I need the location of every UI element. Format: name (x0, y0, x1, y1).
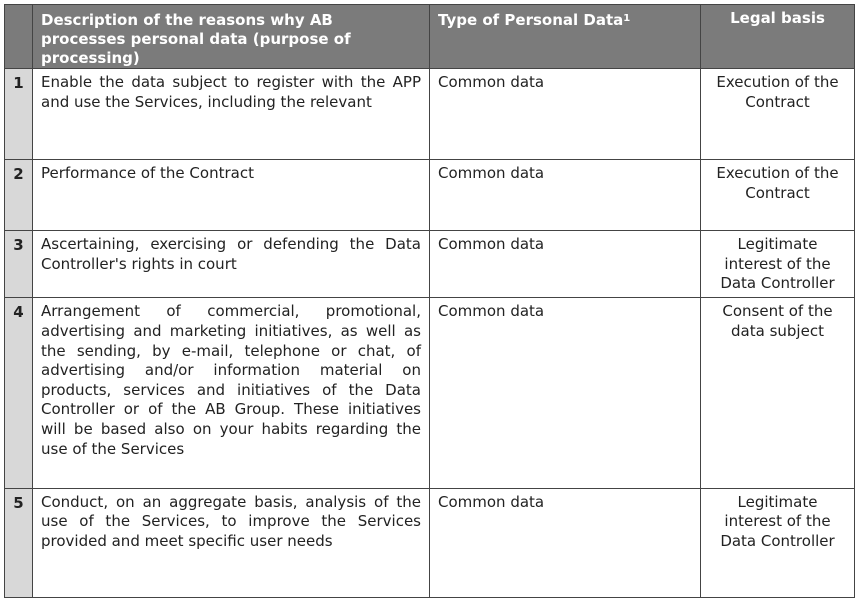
row-number: 1 (5, 69, 33, 160)
row-description: Arrangement of commercial, promotional, advertising and marketing initiatives, as well as the sending, by e-mail, telephone or chat, of advertising and/or information material on products, services and initiatives of the Data Controller or of the AB Group. These initiatives will be based also on your habits regarding the use of the Services (33, 298, 430, 488)
row-legal-basis: Execution of the Contract (701, 69, 855, 160)
row-number: 4 (5, 298, 33, 488)
row-legal-basis: Legitimate interest of the Data Controller (701, 231, 855, 298)
row-type-of-data: Common data (430, 231, 701, 298)
header-number (5, 5, 33, 69)
processing-purposes-table (4, 4, 855, 598)
header-description: Description of the reasons why AB processes personal data (purpose of processing) (33, 5, 430, 69)
row-type-of-data: Common data (430, 69, 701, 160)
table-row (5, 298, 855, 488)
row-number: 2 (5, 160, 33, 231)
row-type-of-data: Common data (430, 488, 701, 597)
row-description: Enable the data subject to register with the APP and use the Services, including the relevant (33, 69, 430, 160)
header-type-of-data-label: Type of Personal Data (438, 11, 624, 29)
row-type-of-data: Common data (430, 160, 701, 231)
row-legal-basis: Legitimate interest of the Data Controller (701, 488, 855, 597)
table-row (5, 69, 855, 160)
table-row (5, 488, 855, 597)
header-type-of-data (430, 5, 701, 69)
row-number: 5 (5, 488, 33, 597)
table-row (5, 231, 855, 298)
row-description: Conduct, on an aggregate basis, analysis of the use of the Services, to improve the Services provided and meet specific user needs (33, 488, 430, 597)
row-number: 3 (5, 231, 33, 298)
table-row (5, 160, 855, 231)
row-description: Ascertaining, exercising or defending the Data Controller's rights in court (33, 231, 430, 298)
row-legal-basis: Execution of the Contract (701, 160, 855, 231)
header-legal-basis: Legal basis (701, 5, 855, 69)
footnote-marker: 1 (623, 13, 631, 24)
row-type-of-data: Common data (430, 298, 701, 488)
row-description: Performance of the Contract (33, 160, 430, 231)
row-legal-basis: Consent of the data subject (701, 298, 855, 488)
header-row (5, 5, 855, 69)
